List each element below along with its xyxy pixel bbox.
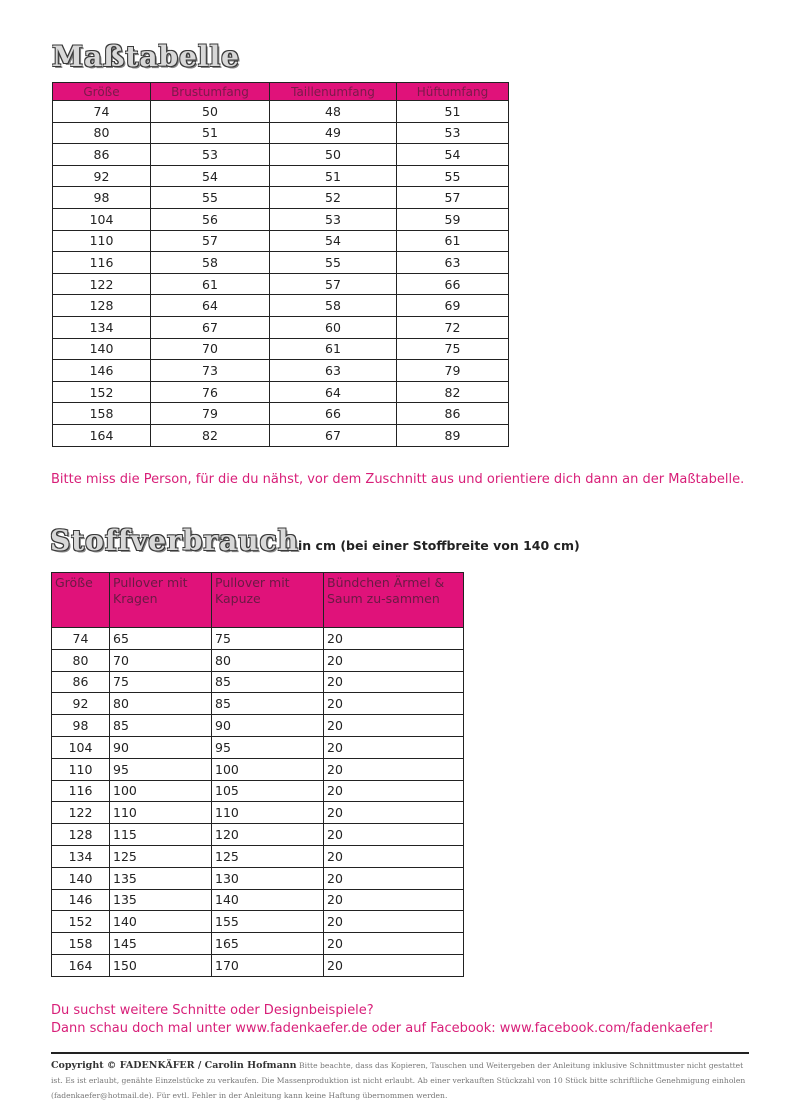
table-cell: 86 bbox=[397, 403, 509, 425]
table-cell: 110 bbox=[52, 758, 110, 780]
table-row bbox=[52, 889, 464, 911]
table-row bbox=[52, 758, 464, 780]
table-cell: 20 bbox=[324, 889, 464, 911]
table-cell: 73 bbox=[151, 360, 270, 382]
table-cell: 85 bbox=[110, 715, 212, 737]
table-cell: 150 bbox=[110, 954, 212, 976]
promo-line-1: Du suchst weitere Schnitte oder Designbeispiele? bbox=[51, 1003, 374, 1018]
table-cell: 20 bbox=[324, 845, 464, 867]
column-header: Pullover mit Kragen bbox=[110, 573, 212, 628]
table-cell: 90 bbox=[110, 736, 212, 758]
table-cell: 61 bbox=[397, 230, 509, 252]
table-cell: 86 bbox=[53, 144, 151, 166]
table-cell: 98 bbox=[52, 715, 110, 737]
table-cell: 75 bbox=[110, 671, 212, 693]
table-cell: 86 bbox=[52, 671, 110, 693]
table-cell: 82 bbox=[397, 381, 509, 403]
fabric-table-subtitle: in cm (bei einer Stoffbreite von 140 cm) bbox=[298, 538, 580, 553]
table-row bbox=[53, 360, 509, 382]
table-cell: 20 bbox=[324, 867, 464, 889]
table-cell: 72 bbox=[397, 316, 509, 338]
table-cell: 75 bbox=[397, 338, 509, 360]
table-row bbox=[53, 208, 509, 230]
table-cell: 51 bbox=[270, 165, 397, 187]
table-cell: 155 bbox=[212, 911, 324, 933]
table-cell: 128 bbox=[52, 824, 110, 846]
table-cell: 53 bbox=[151, 144, 270, 166]
table-row bbox=[53, 144, 509, 166]
table-cell: 145 bbox=[110, 933, 212, 955]
table-cell: 115 bbox=[110, 824, 212, 846]
table-row bbox=[53, 338, 509, 360]
table-cell: 164 bbox=[53, 424, 151, 446]
table-cell: 20 bbox=[324, 736, 464, 758]
column-header: Brustumfang bbox=[151, 83, 270, 101]
table-cell: 20 bbox=[324, 671, 464, 693]
table-cell: 158 bbox=[52, 933, 110, 955]
table-cell: 60 bbox=[270, 316, 397, 338]
table-cell: 120 bbox=[212, 824, 324, 846]
table-row bbox=[52, 628, 464, 650]
table-row bbox=[52, 911, 464, 933]
table-cell: 125 bbox=[212, 845, 324, 867]
table-cell: 85 bbox=[212, 693, 324, 715]
table-cell: 66 bbox=[397, 273, 509, 295]
table-row bbox=[52, 954, 464, 976]
table-cell: 140 bbox=[212, 889, 324, 911]
table-cell: 20 bbox=[324, 715, 464, 737]
table-cell: 135 bbox=[110, 889, 212, 911]
table-cell: 20 bbox=[324, 933, 464, 955]
footer-divider bbox=[51, 1052, 749, 1054]
table-cell: 57 bbox=[151, 230, 270, 252]
table-row bbox=[53, 252, 509, 274]
copyright-footer bbox=[51, 1058, 749, 1103]
table-row bbox=[52, 649, 464, 671]
table-row bbox=[53, 316, 509, 338]
table-cell: 110 bbox=[53, 230, 151, 252]
size-table-title: Maßtabelle bbox=[52, 40, 240, 73]
table-cell: 100 bbox=[110, 780, 212, 802]
copyright-text: Bitte beachte, dass das Kopieren, Tauschen und Weitergeben der Anleitung inklusive Schnittmuster nicht gestattet ist. Es ist erlaubt, genähte Einzelstücke zu verkaufen. Die Massenproduktion ist nicht erlaubt. Ab einer verkauften Stückzahl von 10 Stück bitte schriftliche Genehmigung einholen (fadenkaefer@hotmail.de). Für evtl. Fehler in der Anleitung kann keine Haftung übernommen werden. bbox=[51, 1061, 746, 1100]
table-cell: 64 bbox=[270, 381, 397, 403]
column-header: Taillenumfang bbox=[270, 83, 397, 101]
table-cell: 61 bbox=[270, 338, 397, 360]
column-header: Hüftumfang bbox=[397, 83, 509, 101]
table-cell: 146 bbox=[53, 360, 151, 382]
table-cell: 110 bbox=[212, 802, 324, 824]
table-row bbox=[53, 273, 509, 295]
table-row bbox=[52, 671, 464, 693]
table-cell: 20 bbox=[324, 628, 464, 650]
table-cell: 89 bbox=[397, 424, 509, 446]
table-cell: 76 bbox=[151, 381, 270, 403]
table-cell: 92 bbox=[53, 165, 151, 187]
table-cell: 74 bbox=[53, 101, 151, 123]
table-row bbox=[52, 715, 464, 737]
table-cell: 48 bbox=[270, 101, 397, 123]
table-cell: 58 bbox=[270, 295, 397, 317]
column-header: Bündchen Ärmel & Saum zu-sammen bbox=[324, 573, 464, 628]
fabric-table bbox=[51, 572, 464, 977]
table-row bbox=[53, 187, 509, 209]
table-cell: 104 bbox=[52, 736, 110, 758]
table-cell: 64 bbox=[151, 295, 270, 317]
table-row bbox=[53, 230, 509, 252]
table-cell: 140 bbox=[110, 911, 212, 933]
table-cell: 125 bbox=[110, 845, 212, 867]
table-cell: 57 bbox=[270, 273, 397, 295]
table-row bbox=[53, 101, 509, 123]
table-cell: 152 bbox=[53, 381, 151, 403]
table-cell: 130 bbox=[212, 867, 324, 889]
table-cell: 122 bbox=[53, 273, 151, 295]
table-cell: 95 bbox=[110, 758, 212, 780]
table-cell: 110 bbox=[110, 802, 212, 824]
table-cell: 53 bbox=[270, 208, 397, 230]
table-cell: 128 bbox=[53, 295, 151, 317]
table-cell: 61 bbox=[151, 273, 270, 295]
table-row bbox=[52, 933, 464, 955]
table-cell: 20 bbox=[324, 954, 464, 976]
column-header: Größe bbox=[52, 573, 110, 628]
table-cell: 79 bbox=[397, 360, 509, 382]
table-cell: 80 bbox=[110, 693, 212, 715]
table-cell: 59 bbox=[397, 208, 509, 230]
table-cell: 105 bbox=[212, 780, 324, 802]
table-cell: 67 bbox=[270, 424, 397, 446]
table-cell: 85 bbox=[212, 671, 324, 693]
table-cell: 63 bbox=[270, 360, 397, 382]
table-row bbox=[53, 424, 509, 446]
table-cell: 134 bbox=[52, 845, 110, 867]
table-cell: 140 bbox=[53, 338, 151, 360]
table-cell: 80 bbox=[52, 649, 110, 671]
table-cell: 98 bbox=[53, 187, 151, 209]
table-cell: 140 bbox=[52, 867, 110, 889]
table-cell: 75 bbox=[212, 628, 324, 650]
table-row bbox=[53, 122, 509, 144]
table-cell: 152 bbox=[52, 911, 110, 933]
table-row bbox=[52, 736, 464, 758]
table-cell: 80 bbox=[212, 649, 324, 671]
fabric-table-title: Stoffverbrauch bbox=[50, 524, 299, 557]
table-cell: 55 bbox=[151, 187, 270, 209]
table-cell: 54 bbox=[270, 230, 397, 252]
table-cell: 58 bbox=[151, 252, 270, 274]
table-cell: 20 bbox=[324, 824, 464, 846]
table-cell: 49 bbox=[270, 122, 397, 144]
table-cell: 55 bbox=[270, 252, 397, 274]
table-row bbox=[53, 381, 509, 403]
table-cell: 74 bbox=[52, 628, 110, 650]
table-cell: 50 bbox=[151, 101, 270, 123]
table-cell: 50 bbox=[270, 144, 397, 166]
promo-line-2: Dann schau doch mal unter www.fadenkaefer.de oder auf Facebook: www.facebook.com/fadenkaefer! bbox=[51, 1021, 714, 1036]
table-row bbox=[52, 802, 464, 824]
table-cell: 100 bbox=[212, 758, 324, 780]
copyright-label: Copyright © FADENKÄFER / Carolin Hofmann bbox=[51, 1060, 297, 1071]
table-cell: 20 bbox=[324, 693, 464, 715]
table-row bbox=[52, 780, 464, 802]
table-cell: 54 bbox=[397, 144, 509, 166]
column-header: Größe bbox=[53, 83, 151, 101]
table-cell: 20 bbox=[324, 780, 464, 802]
table-cell: 63 bbox=[397, 252, 509, 274]
table-cell: 55 bbox=[397, 165, 509, 187]
size-table-header-row bbox=[53, 83, 509, 101]
table-cell: 80 bbox=[53, 122, 151, 144]
table-row bbox=[52, 824, 464, 846]
table-cell: 51 bbox=[151, 122, 270, 144]
table-cell: 65 bbox=[110, 628, 212, 650]
table-cell: 66 bbox=[270, 403, 397, 425]
table-cell: 52 bbox=[270, 187, 397, 209]
table-cell: 116 bbox=[53, 252, 151, 274]
table-cell: 90 bbox=[212, 715, 324, 737]
table-cell: 20 bbox=[324, 758, 464, 780]
table-cell: 79 bbox=[151, 403, 270, 425]
table-cell: 104 bbox=[53, 208, 151, 230]
table-cell: 135 bbox=[110, 867, 212, 889]
column-header: Pullover mit Kapuze bbox=[212, 573, 324, 628]
table-cell: 134 bbox=[53, 316, 151, 338]
table-cell: 20 bbox=[324, 911, 464, 933]
table-cell: 20 bbox=[324, 802, 464, 824]
table-cell: 92 bbox=[52, 693, 110, 715]
table-row bbox=[52, 845, 464, 867]
table-cell: 57 bbox=[397, 187, 509, 209]
table-row bbox=[52, 693, 464, 715]
table-cell: 70 bbox=[110, 649, 212, 671]
table-cell: 146 bbox=[52, 889, 110, 911]
table-cell: 164 bbox=[52, 954, 110, 976]
table-cell: 165 bbox=[212, 933, 324, 955]
table-cell: 170 bbox=[212, 954, 324, 976]
table-cell: 56 bbox=[151, 208, 270, 230]
table-row bbox=[53, 295, 509, 317]
table-cell: 116 bbox=[52, 780, 110, 802]
table-cell: 67 bbox=[151, 316, 270, 338]
fabric-table-header-row bbox=[52, 573, 464, 628]
size-table bbox=[52, 82, 509, 447]
table-cell: 122 bbox=[52, 802, 110, 824]
table-row bbox=[52, 867, 464, 889]
table-row bbox=[53, 165, 509, 187]
table-cell: 158 bbox=[53, 403, 151, 425]
table-cell: 70 bbox=[151, 338, 270, 360]
table-cell: 54 bbox=[151, 165, 270, 187]
table-cell: 95 bbox=[212, 736, 324, 758]
measure-note: Bitte miss die Person, für die du nähst, vor dem Zuschnitt aus und orientiere dich dann an der Maßtabelle. bbox=[51, 472, 745, 487]
table-row bbox=[53, 403, 509, 425]
table-cell: 51 bbox=[397, 101, 509, 123]
table-cell: 20 bbox=[324, 649, 464, 671]
table-cell: 69 bbox=[397, 295, 509, 317]
table-cell: 53 bbox=[397, 122, 509, 144]
table-cell: 82 bbox=[151, 424, 270, 446]
